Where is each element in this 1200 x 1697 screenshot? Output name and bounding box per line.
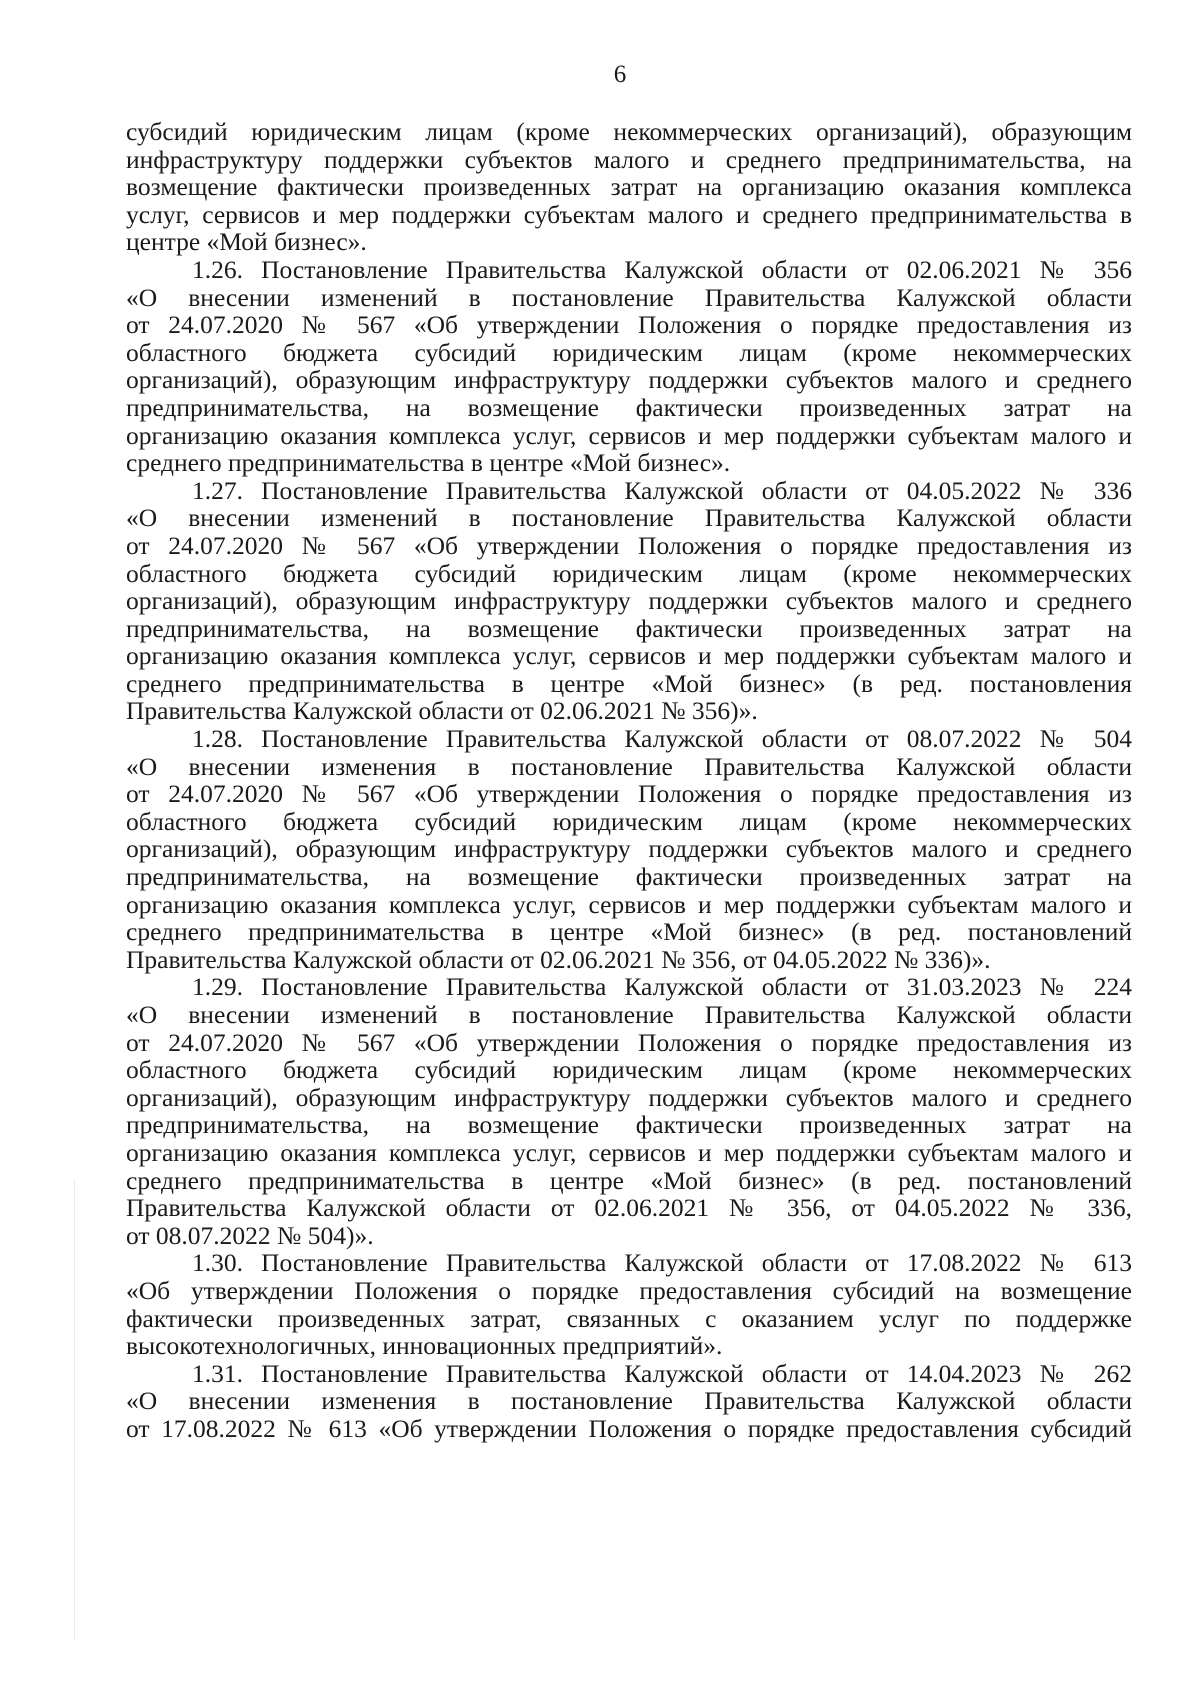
text-line: предпринимательства, на возмещение фактически произведенных затрат на [126,862,1132,892]
text-line: Правительства Калужской области от 02.06.2021 № 356)». [126,696,758,726]
text-line: организаций), образующим инфраструктуру поддержки субъектов малого и среднего [126,1082,1132,1112]
text-line: «О внесении изменений в постановление Правительства Калужской области [126,1000,1132,1029]
text-line: областного бюджета субсидий юридическим лицам (кроме некоммерческих [126,806,1132,836]
text-line: среднего предпринимательства в центре «Мой бизнес» (в ред. постановления [126,668,1132,698]
text-line: среднего предпринимательства в центре «Мой бизнес» (в ред. постановлений [126,917,1132,947]
text-line: организаций), образующим инфраструктуру поддержки субъектов малого и среднего [126,834,1132,864]
text-line: фактически произведенных затрат, связанных с оказанием услуг по поддержке [126,1303,1132,1333]
text-line: от 08.07.2022 № 504)». [126,1220,374,1250]
text-line: инфраструктуру поддержки субъектов малого и среднего предпринимательства, на [126,144,1132,174]
text-line: среднего предпринимательства в центре «Мой бизнес» (в ред. постановлений [126,1165,1132,1195]
text-line: предпринимательства, на возмещение фактически произведенных затрат на [126,613,1132,643]
text-line: высокотехнологичных, инновационных предприятий». [126,1331,723,1361]
paragraph-first-line: 1.31. Постановление Правительства Калужской области от 14.04.2023 № 262 [192,1358,1132,1388]
text-line: «О внесении изменений в постановление Правительства Калужской области [126,503,1132,533]
text-line: услуг, сервисов и мер поддержки субъектам малого и среднего предпринимательства в [126,199,1132,229]
document-body [126,118,1132,1443]
text-line: предпринимательства, на возмещение фактически произведенных затрат на [126,1110,1132,1140]
text-line: от 24.07.2020 № 567 «Об утверждении Положения о порядке предоставления из [126,310,1132,340]
text-line: субсидий юридическим лицам (кроме некоммерческих организаций), образующим [126,117,1132,146]
text-line: организаций), образующим инфраструктуру поддержки субъектов малого и среднего [126,365,1132,395]
paragraph-first-line: 1.29. Постановление Правительства Калужской области от 31.03.2023 № 224 [192,972,1132,1002]
paragraph-first-line: 1.27. Постановление Правительства Калужской области от 04.05.2022 № 336 [192,475,1132,505]
text-line: от 24.07.2020 № 567 «Об утверждении Положения о порядке предоставления из [126,779,1132,809]
text-line: «Об утверждении Положения о порядке предоставления субсидий на возмещение [126,1275,1132,1305]
page-number: 6 [613,61,627,88]
text-line: от 17.08.2022 № 613 «Об утверждении Положения о порядке предоставления субсидий [126,1413,1132,1443]
text-line: организацию оказания комплекса услуг, сервисов и мер поддержки субъектам малого и [126,889,1132,919]
text-line: областного бюджета субсидий юридическим лицам (кроме некоммерческих [126,1055,1132,1085]
text-line: Правительства Калужской области от 02.06.2021 № 356, от 04.05.2022 № 336, [126,1193,1132,1223]
paragraph-first-line: 1.28. Постановление Правительства Калужской области от 08.07.2022 № 504 [192,724,1132,754]
text-line: среднего предпринимательства в центре «Мой бизнес». [126,448,731,478]
scan-artifact-line [74,1180,75,1640]
text-line: центре «Мой бизнес». [126,227,367,257]
text-line: «О внесении изменения в постановление Правительства Калужской области [126,751,1132,781]
text-line: возмещение фактически произведенных затрат на организацию оказания комплекса [126,172,1132,202]
paragraph-first-line: 1.30. Постановление Правительства Калужской области от 17.08.2022 № 613 [192,1248,1132,1278]
paragraph-first-line: 1.26. Постановление Правительства Калужской области от 02.06.2021 № 356 [192,254,1132,284]
text-line: «О внесении изменений в постановление Правительства Калужской области [126,282,1132,312]
text-line: организацию оказания комплекса услуг, сервисов и мер поддержки субъектам малого и [126,641,1132,671]
text-line: организацию оказания комплекса услуг, сервисов и мер поддержки субъектам малого и [126,1137,1132,1167]
text-line: областного бюджета субсидий юридическим лицам (кроме некоммерческих [126,558,1132,588]
text-line: организаций), образующим инфраструктуру поддержки субъектов малого и среднего [126,586,1132,616]
text-line: областного бюджета субсидий юридическим лицам (кроме некоммерческих [126,337,1132,367]
text-line: от 24.07.2020 № 567 «Об утверждении Положения о порядке предоставления из [126,530,1132,560]
text-line: предпринимательства, на возмещение фактически произведенных затрат на [126,392,1132,422]
text-line: «О внесении изменения в постановление Правительства Калужской области [126,1386,1132,1416]
text-line: организацию оказания комплекса услуг, сервисов и мер поддержки субъектам малого и [126,420,1132,450]
text-line: Правительства Калужской области от 02.06.2021 № 356, от 04.05.2022 № 336)». [126,944,991,974]
text-line: от 24.07.2020 № 567 «Об утверждении Положения о порядке предоставления из [126,1027,1132,1057]
